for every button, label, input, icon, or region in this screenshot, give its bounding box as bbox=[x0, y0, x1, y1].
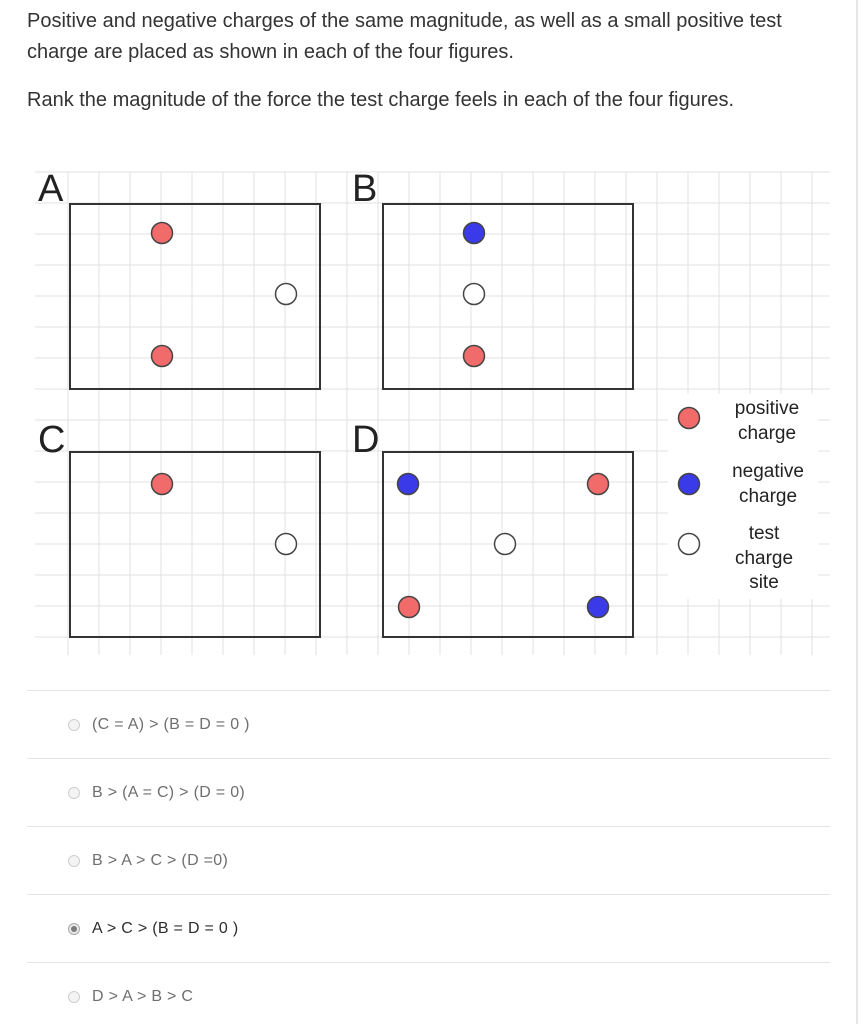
panel-c-test-charge bbox=[276, 534, 297, 555]
radio-button-3[interactable] bbox=[68, 855, 80, 867]
page-right-border bbox=[856, 0, 858, 1024]
answer-option-3[interactable] bbox=[27, 826, 830, 894]
answer-option-5-label: D > A > B > C bbox=[92, 987, 194, 1005]
panel-b-negative-charge bbox=[464, 223, 485, 244]
legend-test-line3: site bbox=[749, 572, 779, 593]
answer-option-4-label: A > C > (B = D = 0 ) bbox=[92, 919, 239, 937]
panel-a-test-charge bbox=[276, 284, 297, 305]
answer-option-1-label: (C = A) > (B = D = 0 ) bbox=[92, 715, 250, 733]
answer-option-2-label: B > (A = C) > (D = 0) bbox=[92, 783, 246, 801]
panel-b-positive-charge bbox=[464, 346, 485, 367]
question-prompt: Rank the magnitude of the force the test charge feels in each of the four figures. bbox=[27, 89, 735, 111]
legend-positive-line1: positive bbox=[734, 398, 800, 419]
legend-test-line2: charge bbox=[734, 548, 794, 569]
legend bbox=[668, 394, 818, 599]
answer-option-1[interactable] bbox=[27, 690, 830, 758]
panel-d-negative-charge-top bbox=[398, 474, 419, 495]
answer-option-2[interactable] bbox=[27, 758, 830, 826]
answer-options bbox=[27, 690, 830, 1030]
answer-option-4[interactable] bbox=[27, 894, 830, 962]
question-text bbox=[27, 6, 837, 116]
panel-label-a: A bbox=[38, 168, 64, 210]
panel-c-positive-charge bbox=[152, 474, 173, 495]
legend-positive-line2: charge bbox=[737, 423, 797, 444]
panel-a-positive-charge-bottom bbox=[152, 346, 173, 367]
radio-button-4[interactable] bbox=[68, 923, 80, 935]
legend-negative-line1: negative bbox=[732, 461, 804, 482]
panel-d-negative-charge-bottom bbox=[588, 597, 609, 618]
radio-button-2[interactable] bbox=[68, 787, 80, 799]
legend-negative-marker bbox=[679, 474, 700, 495]
answer-option-5[interactable] bbox=[27, 962, 830, 1030]
charge-diagram bbox=[0, 150, 840, 665]
panel-label-c: C bbox=[38, 419, 66, 461]
panel-d-test-charge bbox=[495, 534, 516, 555]
panel-a-positive-charge-top bbox=[152, 223, 173, 244]
radio-button-5[interactable] bbox=[68, 991, 80, 1003]
legend-positive-marker bbox=[679, 408, 700, 429]
panel-label-d: D bbox=[352, 419, 380, 461]
panel-b-test-charge bbox=[464, 284, 485, 305]
panel-d-positive-charge-top bbox=[588, 474, 609, 495]
panel-d-positive-charge-bottom bbox=[399, 597, 420, 618]
question-intro: Positive and negative charges of the same magnitude, as well as a small positive test charge are placed as shown in each of the four figures. bbox=[27, 10, 782, 63]
radio-button-1[interactable] bbox=[68, 719, 80, 731]
legend-test-line1: test bbox=[748, 523, 780, 544]
legend-test-marker bbox=[679, 534, 700, 555]
answer-option-3-label: B > A > C > (D =0) bbox=[92, 851, 229, 869]
legend-negative-line2: charge bbox=[738, 486, 798, 507]
panel-label-b: B bbox=[352, 168, 378, 210]
